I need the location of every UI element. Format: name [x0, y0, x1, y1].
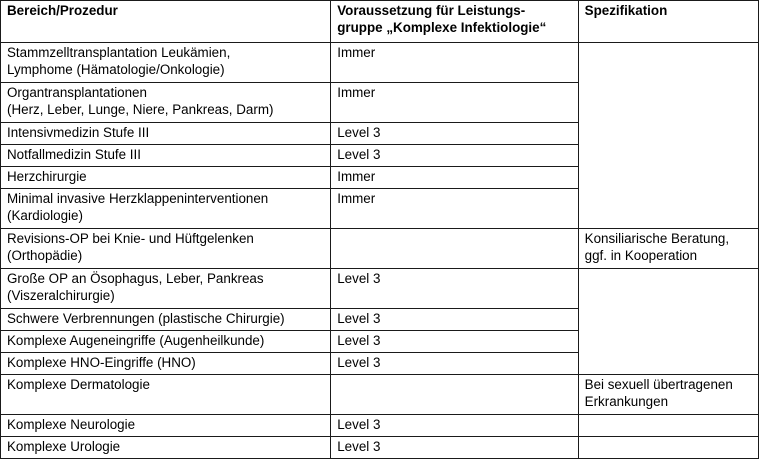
- requirement-cell: Immer: [331, 189, 578, 229]
- specification-cell: [578, 437, 758, 459]
- specification-cell: [578, 375, 758, 415]
- table-row: [1, 269, 759, 309]
- procedure-line: (Kardiologie): [7, 208, 83, 223]
- requirement-cell: Level 3: [331, 331, 578, 353]
- requirement-cell: Immer: [331, 43, 578, 83]
- procedure-cell: [1, 189, 331, 229]
- table-row: [1, 437, 759, 459]
- procedure-cell: [1, 437, 331, 459]
- requirement-cell: Immer: [331, 83, 578, 123]
- specification-line: Erkrankungen: [584, 394, 669, 409]
- header-requirement-line-2: gruppe „Komplexe Infektiologie“: [337, 20, 547, 35]
- requirement-cell: [331, 229, 578, 269]
- table-row: [1, 415, 759, 437]
- requirement-cell: Level 3: [331, 353, 578, 375]
- procedure-line: (Viszeralchirurgie): [7, 288, 115, 303]
- specification-line: ggf. in Kooperation: [584, 248, 698, 263]
- procedure-line: Große OP an Ösophagus, Leber, Pankreas: [7, 271, 264, 286]
- procedure-cell: [1, 229, 331, 269]
- requirement-cell: Level 3: [331, 145, 578, 167]
- requirement-cell: Level 3: [331, 269, 578, 309]
- requirement-cell: Level 3: [331, 437, 578, 459]
- requirement-cell: Level 3: [331, 123, 578, 145]
- requirement-cell: [331, 375, 578, 415]
- header-requirement: [331, 1, 578, 43]
- specification-cell: [578, 269, 758, 375]
- procedure-cell: [1, 309, 331, 331]
- procedure-cell: [1, 43, 331, 83]
- procedure-cell: [1, 375, 331, 415]
- procedure-line: Organtransplantationen: [7, 85, 147, 100]
- procedure-line: Herzchirurgie: [7, 169, 87, 184]
- table-header-row: [1, 1, 759, 43]
- specification-line: Konsiliarische Beratung,: [584, 231, 730, 246]
- procedure-line: Intensivmedizin Stufe III: [7, 125, 150, 140]
- header-specification: [578, 1, 758, 43]
- table-row: [1, 43, 759, 83]
- procedure-line: Lymphome (Hämatologie/Onkologie): [7, 62, 225, 77]
- procedure-line: Komplexe Urologie: [7, 439, 121, 454]
- header-procedure-line: Bereich/Prozedur: [7, 3, 118, 18]
- procedure-cell: [1, 167, 331, 189]
- header-specification-line: Spezifikation: [584, 3, 668, 18]
- procedure-line: Revisions-OP bei Knie- und Hüftgelenken: [7, 231, 254, 246]
- procedure-cell: [1, 269, 331, 309]
- header-procedure: [1, 1, 331, 43]
- procedure-cell: [1, 353, 331, 375]
- specification-cell: [578, 229, 758, 269]
- procedure-line: (Orthopädie): [7, 248, 83, 263]
- procedure-line: Stammzelltransplantation Leukämien,: [7, 45, 231, 60]
- procedure-line: Schwere Verbrennungen (plastische Chirurgie): [7, 311, 285, 326]
- procedure-line: Komplexe Neurologie: [7, 417, 136, 432]
- requirement-cell: Level 3: [331, 309, 578, 331]
- procedure-cell: [1, 83, 331, 123]
- procedure-line: (Herz, Leber, Lunge, Niere, Pankreas, Darm): [7, 102, 274, 117]
- procedure-cell: [1, 145, 331, 167]
- procedure-line: Komplexe HNO-Eingriffe (HNO): [7, 355, 196, 370]
- requirement-cell: Level 3: [331, 415, 578, 437]
- procedure-cell: [1, 415, 331, 437]
- specification-cell: [578, 43, 758, 229]
- requirement-cell: Immer: [331, 167, 578, 189]
- header-requirement-line-1: Voraussetzung für Leistungs-: [337, 3, 526, 18]
- specification-cell: [578, 415, 758, 437]
- specification-line: Bei sexuell übertragenen: [584, 377, 733, 392]
- procedure-line: Minimal invasive Herzklappeninterventionen: [7, 191, 269, 206]
- procedure-line: Komplexe Dermatologie: [7, 377, 150, 392]
- procedure-cell: [1, 123, 331, 145]
- procedure-line: Notfallmedizin Stufe III: [7, 147, 141, 162]
- procedure-cell: [1, 331, 331, 353]
- table-row: [1, 375, 759, 415]
- table-row: [1, 229, 759, 269]
- procedure-line: Komplexe Augeneingriffe (Augenheilkunde): [7, 333, 265, 348]
